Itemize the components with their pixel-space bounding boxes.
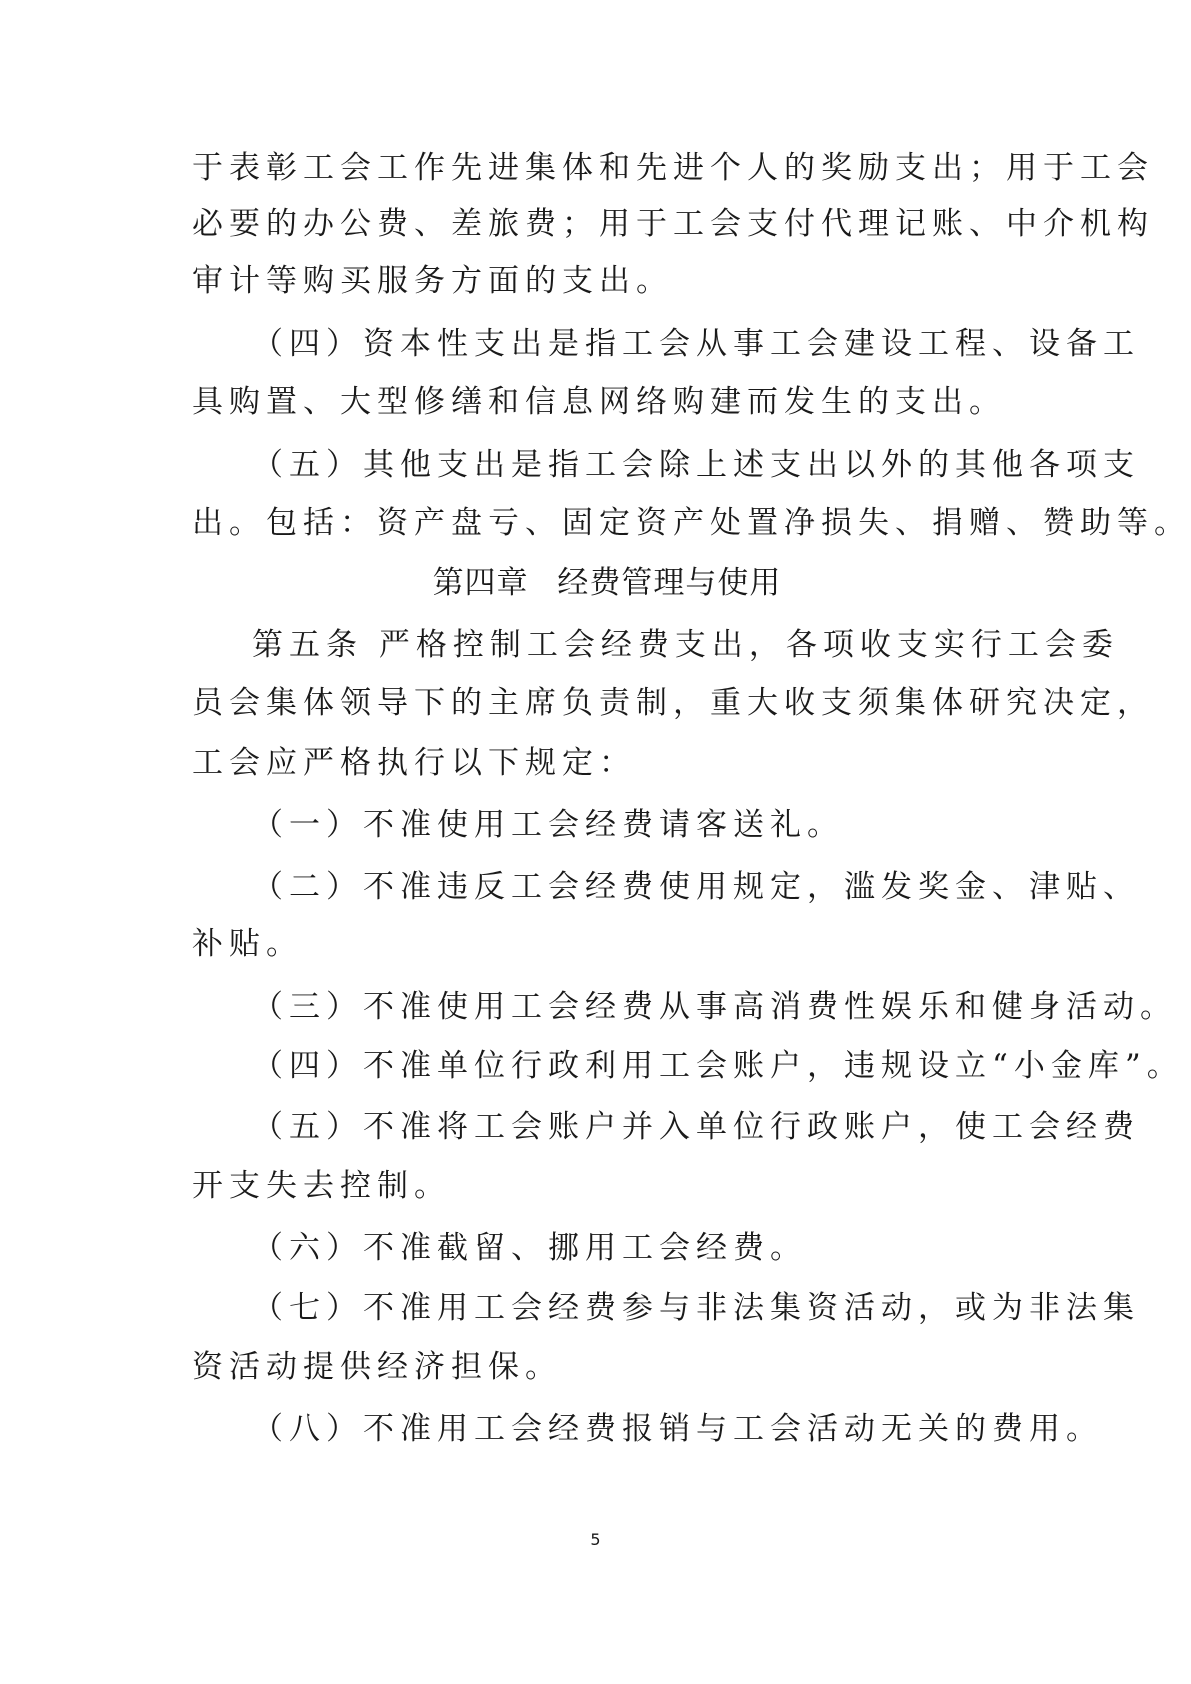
paragraph-line: 审计等购买服务方面的支出。 <box>192 263 673 299</box>
paragraph-line: 出。包括：资产盘亏、固定资产处置净损失、捐赠、赞助等。 <box>192 505 1191 541</box>
paragraph-line: 具购置、大型修缮和信息网络购建而发生的支出。 <box>192 384 1006 420</box>
paragraph-line: （四）资本性支出是指工会从事工会建设工程、设备工 <box>252 326 1140 362</box>
paragraph-line: 员会集体领导下的主席负责制，重大收支须集体研究决定， <box>192 685 1154 721</box>
list-item: （七）不准用工会经费参与非法集资活动，或为非法集 <box>252 1290 1140 1326</box>
paragraph-line: 第五条 严格控制工会经费支出，各项收支实行工会委 <box>252 627 1119 663</box>
chapter-heading: 第四章 经费管理与使用 <box>432 565 782 601</box>
paragraph-line: 于表彰工会工作先进集体和先进个人的奖励支出；用于工会 <box>192 150 1154 186</box>
paragraph-line: 开支失去控制。 <box>192 1168 451 1204</box>
list-item: （八）不准用工会经费报销与工会活动无关的费用。 <box>252 1411 1103 1447</box>
paragraph-line: 工会应严格执行以下规定： <box>192 745 636 781</box>
paragraph-line: 资活动提供经济担保。 <box>192 1349 562 1385</box>
page-number: 5 <box>590 1530 601 1549</box>
list-item: （一）不准使用工会经费请客送礼。 <box>252 807 844 843</box>
paragraph-line: （五）其他支出是指工会除上述支出以外的其他各项支 <box>252 447 1140 483</box>
paragraph-line: 必要的办公费、差旅费；用于工会支付代理记账、中介机构 <box>192 206 1154 242</box>
list-item: （五）不准将工会账户并入单位行政账户，使工会经费 <box>252 1109 1140 1145</box>
list-item: （二）不准违反工会经费使用规定，滥发奖金、津贴、 <box>252 869 1140 905</box>
list-item: （六）不准截留、挪用工会经费。 <box>252 1230 807 1266</box>
paragraph-line: 补贴。 <box>192 926 303 962</box>
list-item: （四）不准单位行政利用工会账户，违规设立“小金库”。 <box>252 1048 1184 1084</box>
list-item: （三）不准使用工会经费从事高消费性娱乐和健身活动。 <box>252 989 1177 1025</box>
